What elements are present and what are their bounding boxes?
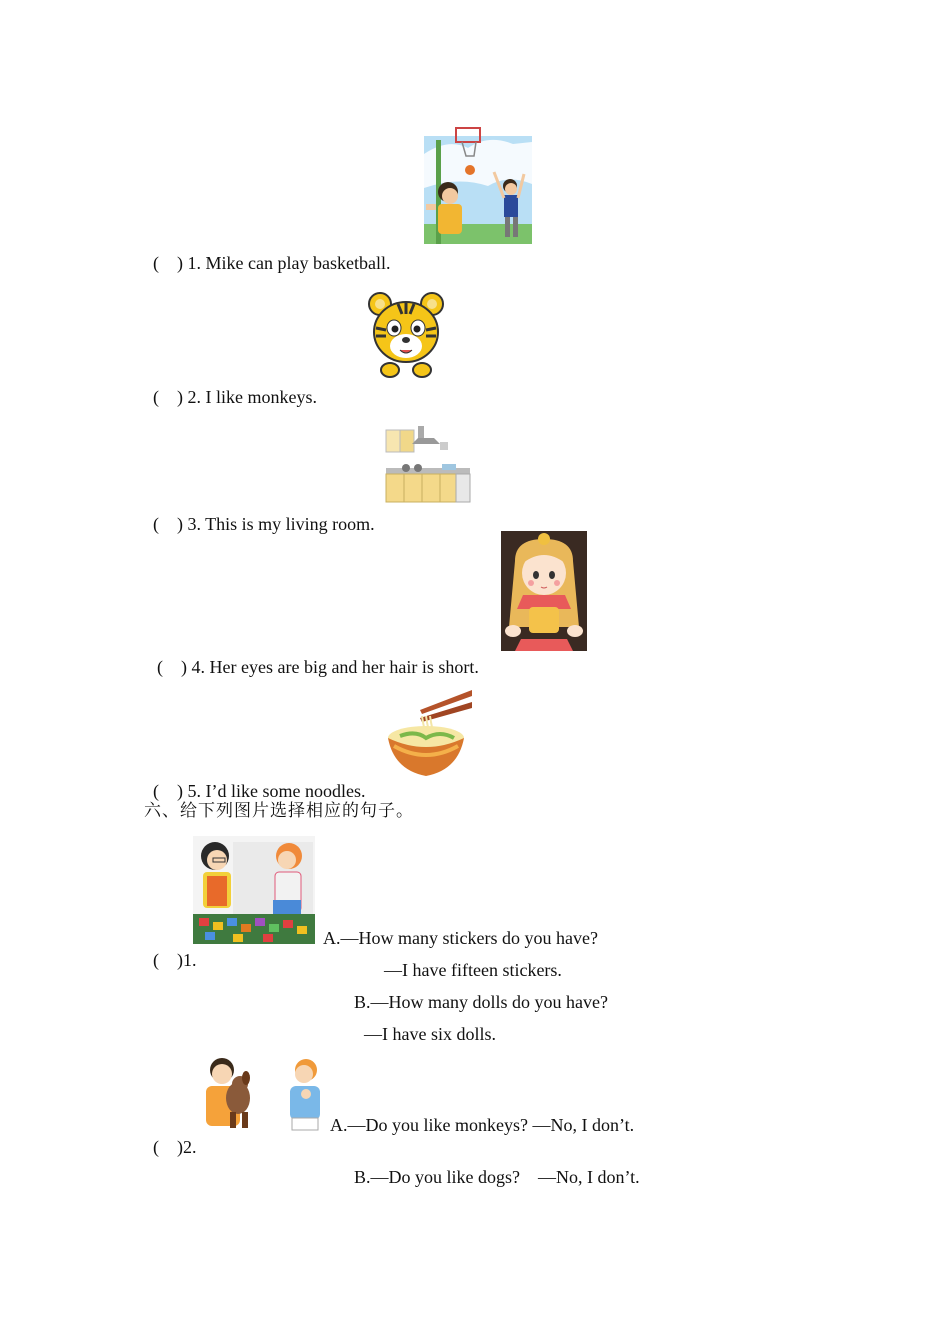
sentence: 5. I’d like some noodles. [183,781,366,801]
kitchen-picture [384,424,474,506]
answer-bracket: ( ) [153,950,183,970]
answer-bracket: ( ) [153,1137,183,1157]
sentence: 1. Mike can play basketball. [183,253,391,273]
tiger-picture [368,290,444,378]
stickers-picture [193,836,315,944]
answer-bracket: ( ) [153,781,183,801]
option-b-line-1: B.—How many dolls do you have? [354,992,608,1012]
section-heading: 六、给下列图片选择相应的句子。 [144,801,414,821]
question-number: 2. [183,1137,197,1157]
item-3 [144,491,375,535]
item-2 [144,364,317,408]
item-4 [148,634,479,678]
basketball-picture [418,124,536,246]
question-1-number [144,927,197,971]
boys-picture [200,1056,330,1134]
sentence: 2. I like monkeys. [183,387,317,407]
sentence: 3. This is my living room. [183,514,375,534]
girl-picture [501,531,587,651]
answer-bracket: ( ) [153,253,183,273]
option-a-line-2: —I have fifteen stickers. [384,960,562,980]
question-number: 1. [183,950,197,970]
answer-bracket: ( ) [153,514,183,534]
option-a-line-1: A.—How many stickers do you have? [323,928,598,948]
option-a: A.—Do you like monkeys? —No, I don’t. [330,1115,635,1135]
item-5 [144,758,365,802]
item-1 [144,230,390,274]
question-2-number [144,1114,197,1158]
option-b: B.—Do you like dogs? —No, I don’t. [354,1167,640,1187]
answer-bracket: ( ) [153,387,183,407]
sentence: 4. Her eyes are big and her hair is short. [187,657,479,677]
answer-bracket: ( ) [157,657,187,677]
option-b-line-2: —I have six dolls. [364,1024,496,1044]
noodles-picture [386,686,474,778]
